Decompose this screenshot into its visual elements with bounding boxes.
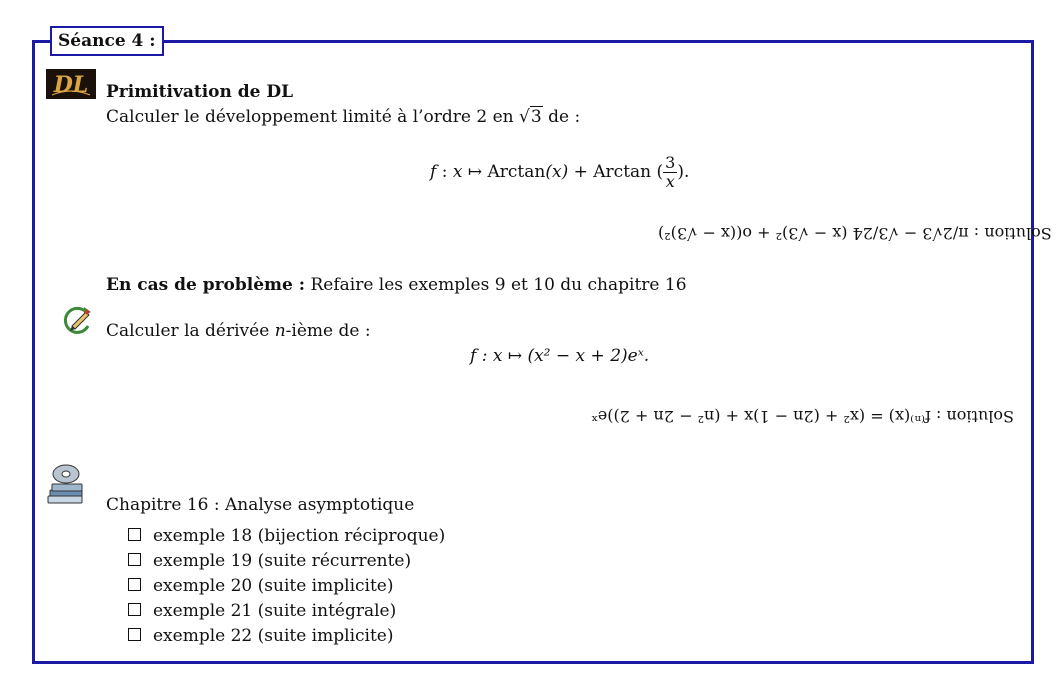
reading-chapter: Chapitre 16 : Analyse asymptotique	[106, 495, 415, 515]
list-item[interactable]: exemple 18 (bijection réciproque)	[128, 524, 445, 549]
problem-hint: En cas de problème : Refaire les exemples 9 et 10 du chapitre 16	[106, 275, 687, 295]
dl-logo-icon	[46, 69, 96, 99]
pencil-refresh-icon	[60, 304, 94, 338]
checkbox[interactable]	[128, 603, 141, 616]
exercise2-formula: f : x ↦ (x² − x + 2)eˣ.	[470, 346, 650, 366]
checkbox[interactable]	[128, 528, 141, 541]
session-label: Séance 4 :	[50, 26, 164, 56]
exercise2-prompt: Calculer la dérivée n-ième de :	[106, 321, 371, 341]
checkbox[interactable]	[128, 553, 141, 566]
list-item[interactable]: exemple 22 (suite implicite)	[128, 624, 445, 649]
svg-text:DL: DL	[53, 72, 89, 98]
exercise1-formula: f : x ↦ Arctan(x) + Arctan ( $\frac{3}{x}$ ).	[430, 153, 690, 191]
list-item[interactable]: exemple 20 (suite implicite)	[128, 574, 445, 599]
example-checklist	[128, 524, 445, 649]
list-item[interactable]: exemple 21 (suite intégrale)	[128, 599, 445, 624]
exercise2-solution-inverted: Solution : f⁽ⁿ⁾(x) = (x² + (2n − 1)x + (n² − 2n + 2))eˣ	[591, 407, 1014, 426]
exercise1-prompt: Calculer le développement limité à l’ordre 2 en √3 de :	[106, 107, 581, 127]
checkbox[interactable]	[128, 628, 141, 641]
books-cd-icon	[44, 460, 88, 506]
list-item[interactable]: exemple 19 (suite récurrente)	[128, 549, 445, 574]
checkbox[interactable]	[128, 578, 141, 591]
exercise1-title: Primitivation de DL	[106, 82, 294, 102]
exercise1-solution-inverted: Solution : π/2√3 − √3/24 (x − √3)² + o((x − √3)²)	[658, 224, 1052, 243]
